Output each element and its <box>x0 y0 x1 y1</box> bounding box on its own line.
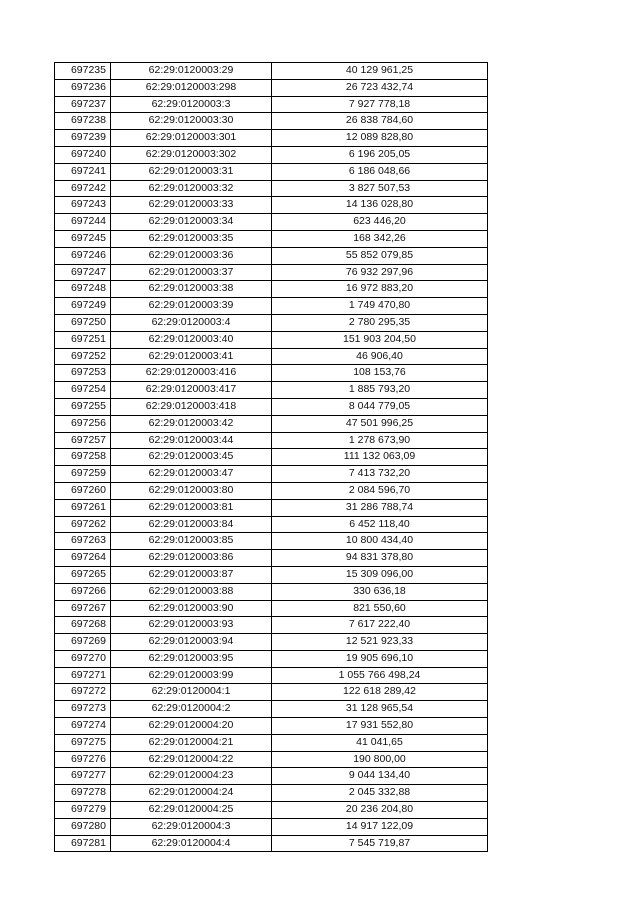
cadastral-value-table <box>54 62 488 852</box>
row-index-cell: 697263 <box>55 533 111 550</box>
row-index-cell: 697244 <box>55 214 111 231</box>
row-index-cell: 697243 <box>55 197 111 214</box>
row-index-cell: 697248 <box>55 281 111 298</box>
row-index-cell: 697242 <box>55 180 111 197</box>
cadastral-number-cell: 62:29:0120003:80 <box>111 482 272 499</box>
cadastral-number-cell: 62:29:0120003:3 <box>111 96 272 113</box>
table-row <box>55 768 488 785</box>
table-row <box>55 617 488 634</box>
cadastral-value-cell: 41 041,65 <box>272 734 488 751</box>
row-index-cell: 697250 <box>55 314 111 331</box>
cadastral-value-cell: 3 827 507,53 <box>272 180 488 197</box>
table-row <box>55 298 488 315</box>
row-index-cell: 697267 <box>55 600 111 617</box>
cadastral-number-cell: 62:29:0120003:90 <box>111 600 272 617</box>
cadastral-value-cell: 168 342,26 <box>272 230 488 247</box>
cadastral-number-cell: 62:29:0120004:20 <box>111 718 272 735</box>
table-row <box>55 230 488 247</box>
table-row <box>55 650 488 667</box>
cadastral-value-cell: 55 852 079,85 <box>272 247 488 264</box>
cadastral-number-cell: 62:29:0120003:99 <box>111 667 272 684</box>
table-row <box>55 634 488 651</box>
cadastral-value-cell: 31 128 965,54 <box>272 701 488 718</box>
row-index-cell: 697268 <box>55 617 111 634</box>
cadastral-value-cell: 26 838 784,60 <box>272 113 488 130</box>
table-row <box>55 667 488 684</box>
cadastral-value-cell: 19 905 696,10 <box>272 650 488 667</box>
table-row <box>55 818 488 835</box>
row-index-cell: 697236 <box>55 79 111 96</box>
table-row <box>55 331 488 348</box>
cadastral-number-cell: 62:29:0120003:42 <box>111 415 272 432</box>
table-row <box>55 365 488 382</box>
cadastral-number-cell: 62:29:0120003:85 <box>111 533 272 550</box>
cadastral-value-cell: 1 055 766 498,24 <box>272 667 488 684</box>
cadastral-value-cell: 2 045 332,88 <box>272 785 488 802</box>
table-row <box>55 432 488 449</box>
row-index-cell: 697279 <box>55 802 111 819</box>
table-row <box>55 684 488 701</box>
cadastral-number-cell: 62:29:0120003:84 <box>111 516 272 533</box>
row-index-cell: 697251 <box>55 331 111 348</box>
cadastral-value-cell: 122 618 289,42 <box>272 684 488 701</box>
table-row <box>55 348 488 365</box>
cadastral-value-cell: 10 800 434,40 <box>272 533 488 550</box>
cadastral-number-cell: 62:29:0120003:33 <box>111 197 272 214</box>
cadastral-number-cell: 62:29:0120004:24 <box>111 785 272 802</box>
table-row <box>55 247 488 264</box>
table-row <box>55 63 488 80</box>
row-index-cell: 697274 <box>55 718 111 735</box>
cadastral-number-cell: 62:29:0120003:301 <box>111 130 272 147</box>
row-index-cell: 697245 <box>55 230 111 247</box>
table-row <box>55 264 488 281</box>
cadastral-number-cell: 62:29:0120003:87 <box>111 566 272 583</box>
table-row <box>55 314 488 331</box>
row-index-cell: 697241 <box>55 163 111 180</box>
cadastral-number-cell: 62:29:0120004:23 <box>111 768 272 785</box>
cadastral-number-cell: 62:29:0120003:40 <box>111 331 272 348</box>
table-row <box>55 96 488 113</box>
table-row <box>55 214 488 231</box>
cadastral-number-cell: 62:29:0120003:302 <box>111 146 272 163</box>
row-index-cell: 697271 <box>55 667 111 684</box>
table-row <box>55 197 488 214</box>
row-index-cell: 697276 <box>55 751 111 768</box>
row-index-cell: 697281 <box>55 835 111 852</box>
cadastral-value-cell: 94 831 378,80 <box>272 550 488 567</box>
cadastral-value-cell: 76 932 297,96 <box>272 264 488 281</box>
cadastral-number-cell: 62:29:0120003:86 <box>111 550 272 567</box>
cadastral-number-cell: 62:29:0120004:25 <box>111 802 272 819</box>
cadastral-number-cell: 62:29:0120003:44 <box>111 432 272 449</box>
cadastral-value-cell: 2 084 596,70 <box>272 482 488 499</box>
table-row <box>55 550 488 567</box>
row-index-cell: 697272 <box>55 684 111 701</box>
cadastral-value-cell: 2 780 295,35 <box>272 314 488 331</box>
cadastral-number-cell: 62:29:0120003:88 <box>111 583 272 600</box>
table-row <box>55 449 488 466</box>
table-row <box>55 281 488 298</box>
cadastral-number-cell: 62:29:0120003:4 <box>111 314 272 331</box>
table-row <box>55 146 488 163</box>
cadastral-value-cell: 12 089 828,80 <box>272 130 488 147</box>
table-body <box>55 63 488 852</box>
cadastral-number-cell: 62:29:0120003:35 <box>111 230 272 247</box>
cadastral-value-cell: 46 906,40 <box>272 348 488 365</box>
row-index-cell: 697237 <box>55 96 111 113</box>
cadastral-value-cell: 190 800,00 <box>272 751 488 768</box>
cadastral-number-cell: 62:29:0120003:38 <box>111 281 272 298</box>
row-index-cell: 697261 <box>55 499 111 516</box>
table-row <box>55 79 488 96</box>
cadastral-value-cell: 20 236 204,80 <box>272 802 488 819</box>
row-index-cell: 697273 <box>55 701 111 718</box>
cadastral-value-cell: 6 196 205,05 <box>272 146 488 163</box>
cadastral-value-cell: 14 136 028,80 <box>272 197 488 214</box>
row-index-cell: 697246 <box>55 247 111 264</box>
table-row <box>55 499 488 516</box>
cadastral-number-cell: 62:29:0120003:95 <box>111 650 272 667</box>
cadastral-number-cell: 62:29:0120004:22 <box>111 751 272 768</box>
cadastral-value-cell: 26 723 432,74 <box>272 79 488 96</box>
cadastral-number-cell: 62:29:0120003:29 <box>111 63 272 80</box>
cadastral-value-cell: 7 617 222,40 <box>272 617 488 634</box>
cadastral-number-cell: 62:29:0120003:416 <box>111 365 272 382</box>
cadastral-number-cell: 62:29:0120003:39 <box>111 298 272 315</box>
row-index-cell: 697258 <box>55 449 111 466</box>
cadastral-value-cell: 8 044 779,05 <box>272 398 488 415</box>
cadastral-number-cell: 62:29:0120004:2 <box>111 701 272 718</box>
table-row <box>55 163 488 180</box>
cadastral-number-cell: 62:29:0120003:45 <box>111 449 272 466</box>
cadastral-value-cell: 330 636,18 <box>272 583 488 600</box>
table-row <box>55 415 488 432</box>
cadastral-number-cell: 62:29:0120004:4 <box>111 835 272 852</box>
cadastral-value-cell: 16 972 883,20 <box>272 281 488 298</box>
cadastral-number-cell: 62:29:0120003:31 <box>111 163 272 180</box>
cadastral-value-cell: 31 286 788,74 <box>272 499 488 516</box>
cadastral-value-cell: 40 129 961,25 <box>272 63 488 80</box>
table-row <box>55 600 488 617</box>
table-row <box>55 718 488 735</box>
table-row <box>55 180 488 197</box>
cadastral-number-cell: 62:29:0120003:94 <box>111 634 272 651</box>
cadastral-value-cell: 47 501 996,25 <box>272 415 488 432</box>
cadastral-number-cell: 62:29:0120003:36 <box>111 247 272 264</box>
row-index-cell: 697252 <box>55 348 111 365</box>
row-index-cell: 697239 <box>55 130 111 147</box>
row-index-cell: 697249 <box>55 298 111 315</box>
table-row <box>55 835 488 852</box>
cadastral-number-cell: 62:29:0120004:3 <box>111 818 272 835</box>
row-index-cell: 697259 <box>55 466 111 483</box>
cadastral-number-cell: 62:29:0120003:37 <box>111 264 272 281</box>
row-index-cell: 697257 <box>55 432 111 449</box>
table-row <box>55 533 488 550</box>
row-index-cell: 697269 <box>55 634 111 651</box>
cadastral-value-cell: 151 903 204,50 <box>272 331 488 348</box>
cadastral-number-cell: 62:29:0120004:21 <box>111 734 272 751</box>
row-index-cell: 697255 <box>55 398 111 415</box>
cadastral-number-cell: 62:29:0120004:1 <box>111 684 272 701</box>
cadastral-value-cell: 7 927 778,18 <box>272 96 488 113</box>
table-row <box>55 516 488 533</box>
table-row <box>55 398 488 415</box>
row-index-cell: 697262 <box>55 516 111 533</box>
cadastral-value-cell: 7 545 719,87 <box>272 835 488 852</box>
table-row <box>55 130 488 147</box>
table-row <box>55 734 488 751</box>
cadastral-value-cell: 14 917 122,09 <box>272 818 488 835</box>
row-index-cell: 697260 <box>55 482 111 499</box>
cadastral-number-cell: 62:29:0120003:418 <box>111 398 272 415</box>
cadastral-number-cell: 62:29:0120003:417 <box>111 382 272 399</box>
cadastral-number-cell: 62:29:0120003:47 <box>111 466 272 483</box>
cadastral-number-cell: 62:29:0120003:34 <box>111 214 272 231</box>
row-index-cell: 697264 <box>55 550 111 567</box>
row-index-cell: 697277 <box>55 768 111 785</box>
row-index-cell: 697278 <box>55 785 111 802</box>
cadastral-number-cell: 62:29:0120003:298 <box>111 79 272 96</box>
cadastral-value-cell: 15 309 096,00 <box>272 566 488 583</box>
cadastral-value-cell: 12 521 923,33 <box>272 634 488 651</box>
cadastral-value-cell: 1 278 673,90 <box>272 432 488 449</box>
cadastral-value-cell: 108 153,76 <box>272 365 488 382</box>
cadastral-number-cell: 62:29:0120003:81 <box>111 499 272 516</box>
cadastral-value-cell: 623 446,20 <box>272 214 488 231</box>
row-index-cell: 697235 <box>55 63 111 80</box>
cadastral-value-cell: 17 931 552,80 <box>272 718 488 735</box>
cadastral-number-cell: 62:29:0120003:32 <box>111 180 272 197</box>
table-row <box>55 382 488 399</box>
cadastral-value-cell: 111 132 063,09 <box>272 449 488 466</box>
row-index-cell: 697254 <box>55 382 111 399</box>
cadastral-number-cell: 62:29:0120003:30 <box>111 113 272 130</box>
table-row <box>55 566 488 583</box>
row-index-cell: 697270 <box>55 650 111 667</box>
table-row <box>55 701 488 718</box>
row-index-cell: 697238 <box>55 113 111 130</box>
cadastral-value-cell: 7 413 732,20 <box>272 466 488 483</box>
table-row <box>55 466 488 483</box>
table-row <box>55 751 488 768</box>
table-row <box>55 785 488 802</box>
row-index-cell: 697253 <box>55 365 111 382</box>
row-index-cell: 697265 <box>55 566 111 583</box>
table-row <box>55 583 488 600</box>
cadastral-value-cell: 821 550,60 <box>272 600 488 617</box>
cadastral-value-cell: 1 749 470,80 <box>272 298 488 315</box>
cadastral-value-cell: 1 885 793,20 <box>272 382 488 399</box>
table-row <box>55 802 488 819</box>
cadastral-value-cell: 6 452 118,40 <box>272 516 488 533</box>
cadastral-number-cell: 62:29:0120003:41 <box>111 348 272 365</box>
cadastral-value-cell: 9 044 134,40 <box>272 768 488 785</box>
table-row <box>55 482 488 499</box>
row-index-cell: 697275 <box>55 734 111 751</box>
row-index-cell: 697280 <box>55 818 111 835</box>
row-index-cell: 697256 <box>55 415 111 432</box>
table-row <box>55 113 488 130</box>
cadastral-number-cell: 62:29:0120003:93 <box>111 617 272 634</box>
row-index-cell: 697247 <box>55 264 111 281</box>
row-index-cell: 697266 <box>55 583 111 600</box>
row-index-cell: 697240 <box>55 146 111 163</box>
cadastral-value-cell: 6 186 048,66 <box>272 163 488 180</box>
